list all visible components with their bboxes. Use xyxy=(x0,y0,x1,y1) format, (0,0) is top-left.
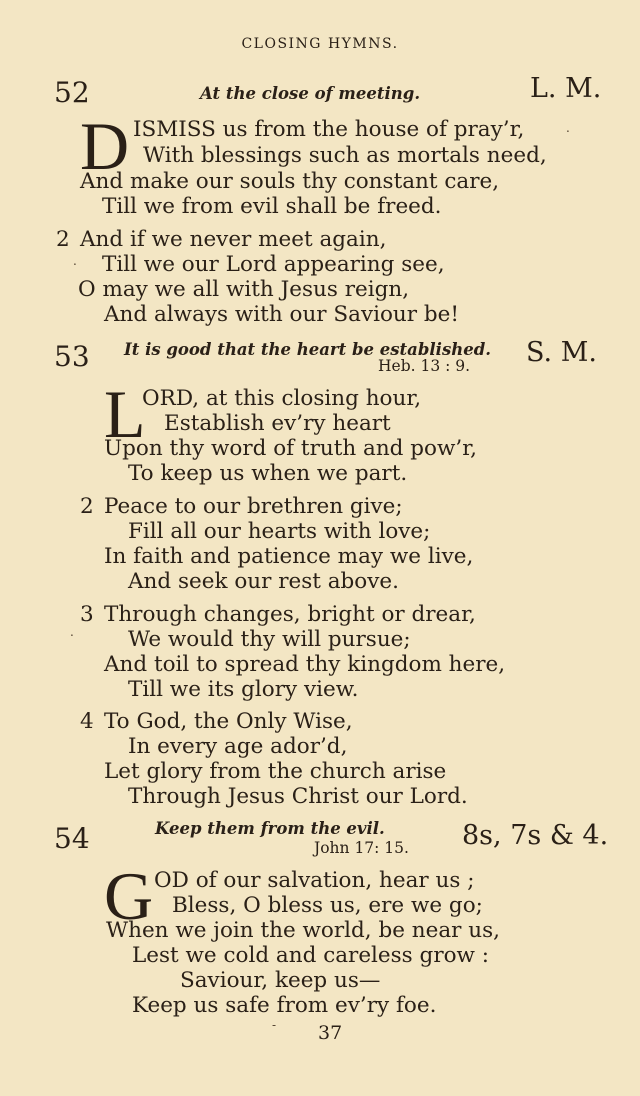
verse-line: With blessings such as mortals need, xyxy=(143,143,547,168)
verse-line: ISMISS us from the house of pray’r, xyxy=(133,117,525,142)
verse-line: Through changes, bright or drear, xyxy=(104,602,476,627)
verse-line: And seek our rest above. xyxy=(128,569,399,594)
verse-line: Till we its glory view. xyxy=(128,677,359,702)
verse-line: Establish ev’ry heart xyxy=(164,411,391,436)
scripture-reference: John 17: 15. xyxy=(314,839,409,857)
hymn-title: Keep them from the evil. xyxy=(155,819,385,838)
drop-cap: L xyxy=(104,376,146,452)
running-header: CLOSING HYMNS. xyxy=(241,36,399,52)
page-number: 37 xyxy=(318,1022,343,1044)
hymn-meter: S. M. xyxy=(526,337,597,368)
verse-line: Bless, O bless us, ere we go; xyxy=(172,893,483,918)
verse-line: In faith and patience may we live, xyxy=(104,544,474,569)
verse-line: OD of our salvation, hear us ; xyxy=(154,868,475,893)
hymn-meter: 8s, 7s & 4. xyxy=(462,820,609,851)
verse-line: Fill all our hearts with love; xyxy=(128,519,431,544)
hymn-number: 52 xyxy=(54,76,90,109)
verse-line: In every age ador’d, xyxy=(128,734,348,759)
verse-line: Lest we cold and careless grow : xyxy=(132,943,490,968)
verse-line: Upon thy word of truth and pow’r, xyxy=(104,436,477,461)
hymn-number: 54 xyxy=(54,822,90,855)
verse-line: O may we all with Jesus reign, xyxy=(78,277,410,302)
hymn-title: It is good that the heart be established. xyxy=(124,340,492,359)
verse-line: Keep us safe from ev’ry foe. xyxy=(132,993,437,1018)
verse-line: Till we from evil shall be freed. xyxy=(102,194,442,219)
verse-line: Let glory from the church arise xyxy=(104,759,447,784)
ink-speck: . xyxy=(566,121,570,135)
verse-number: 4 xyxy=(80,709,94,734)
verse-line: And make our souls thy constant care, xyxy=(80,169,500,194)
verse-line: Through Jesus Christ our Lord. xyxy=(128,784,468,809)
verse-line: Till we our Lord appearing see, xyxy=(102,252,445,277)
verse-line: Peace to our brethren give; xyxy=(104,494,403,519)
verse-number: 2 xyxy=(56,227,70,252)
verse-line: To keep us when we part. xyxy=(128,461,408,486)
verse-line: And toil to spread thy kingdom here, xyxy=(104,652,506,677)
hymn-title: At the close of meeting. xyxy=(200,84,421,103)
drop-cap: D xyxy=(80,108,130,184)
verse-line: And if we never meet again, xyxy=(80,227,387,252)
verse-number: 2 xyxy=(80,494,94,519)
verse-line: We would thy will pursue; xyxy=(128,627,411,652)
verse-line: ORD, at this closing hour, xyxy=(142,386,422,411)
ink-speck: - xyxy=(272,1018,277,1032)
verse-line: When we join the world, be near us, xyxy=(106,918,500,943)
drop-cap: G xyxy=(104,858,154,934)
verse-line: Saviour, keep us— xyxy=(180,968,381,993)
verse-number: 3 xyxy=(80,602,94,627)
hymn-number: 53 xyxy=(54,340,90,373)
ink-speck: . xyxy=(70,625,74,639)
verse-line: To God, the Only Wise, xyxy=(104,709,353,734)
verse-line: And always with our Saviour be! xyxy=(104,302,460,327)
hymn-meter: L. M. xyxy=(530,73,602,104)
ink-speck: . xyxy=(73,254,77,268)
scripture-reference: Heb. 13 : 9. xyxy=(378,357,471,375)
